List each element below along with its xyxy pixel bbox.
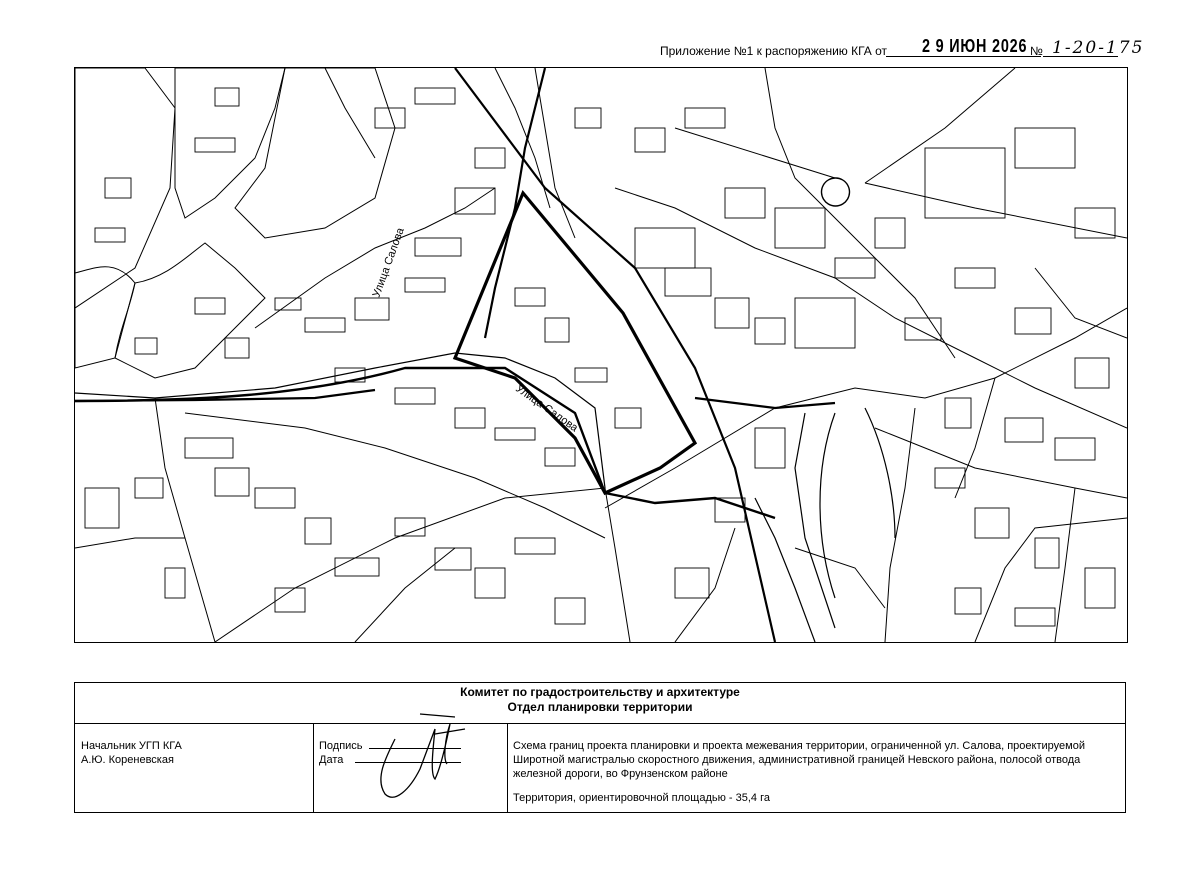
appendix-header [660,36,1160,62]
appendix-label: Приложение №1 к распоряжению КГА от [660,44,888,58]
highway-line [75,368,775,518]
official-position: Начальник УГП КГА [81,740,182,752]
project-description: Схема границ проекта планировки и проекта межевания территории, ограниченной ул. Салова, проектируемой Широтной магистралью скоростного движения, административной границей Невского района, полосой отвода железной дороги, во Фрунзенском районе [513,740,1085,780]
handwritten-signature [365,679,475,809]
signature-label: Подпись [319,740,363,752]
cadastral-map [74,67,1128,643]
map-blocks [75,68,1127,642]
number-label: № [1030,44,1043,58]
territory-area: Территория, ориентировочной площадью - 35,4 га [513,792,770,804]
department-name: Отдел планировки территории [507,700,693,714]
column-divider-2 [507,723,508,812]
project-description-cell [513,739,1113,805]
committee-name: Комитет по градостроительству и архитектуре [460,685,740,699]
official-cell [81,739,182,767]
street-label-2: Улица Салова [513,382,580,435]
order-date: 2 9 ИЮН 2026 [922,36,1028,56]
title-block-divider [75,723,1125,724]
title-block-header [75,685,1125,715]
street-label-1: Улица Салова [370,226,407,300]
column-divider-1 [313,723,314,812]
railway-yard [755,408,895,642]
date-label: Дата [319,754,344,766]
official-name: А.Ю. Кореневская [81,754,174,766]
order-number: 1-20-175 [1052,38,1145,58]
title-block [74,682,1126,813]
map-buildings [85,88,1115,626]
